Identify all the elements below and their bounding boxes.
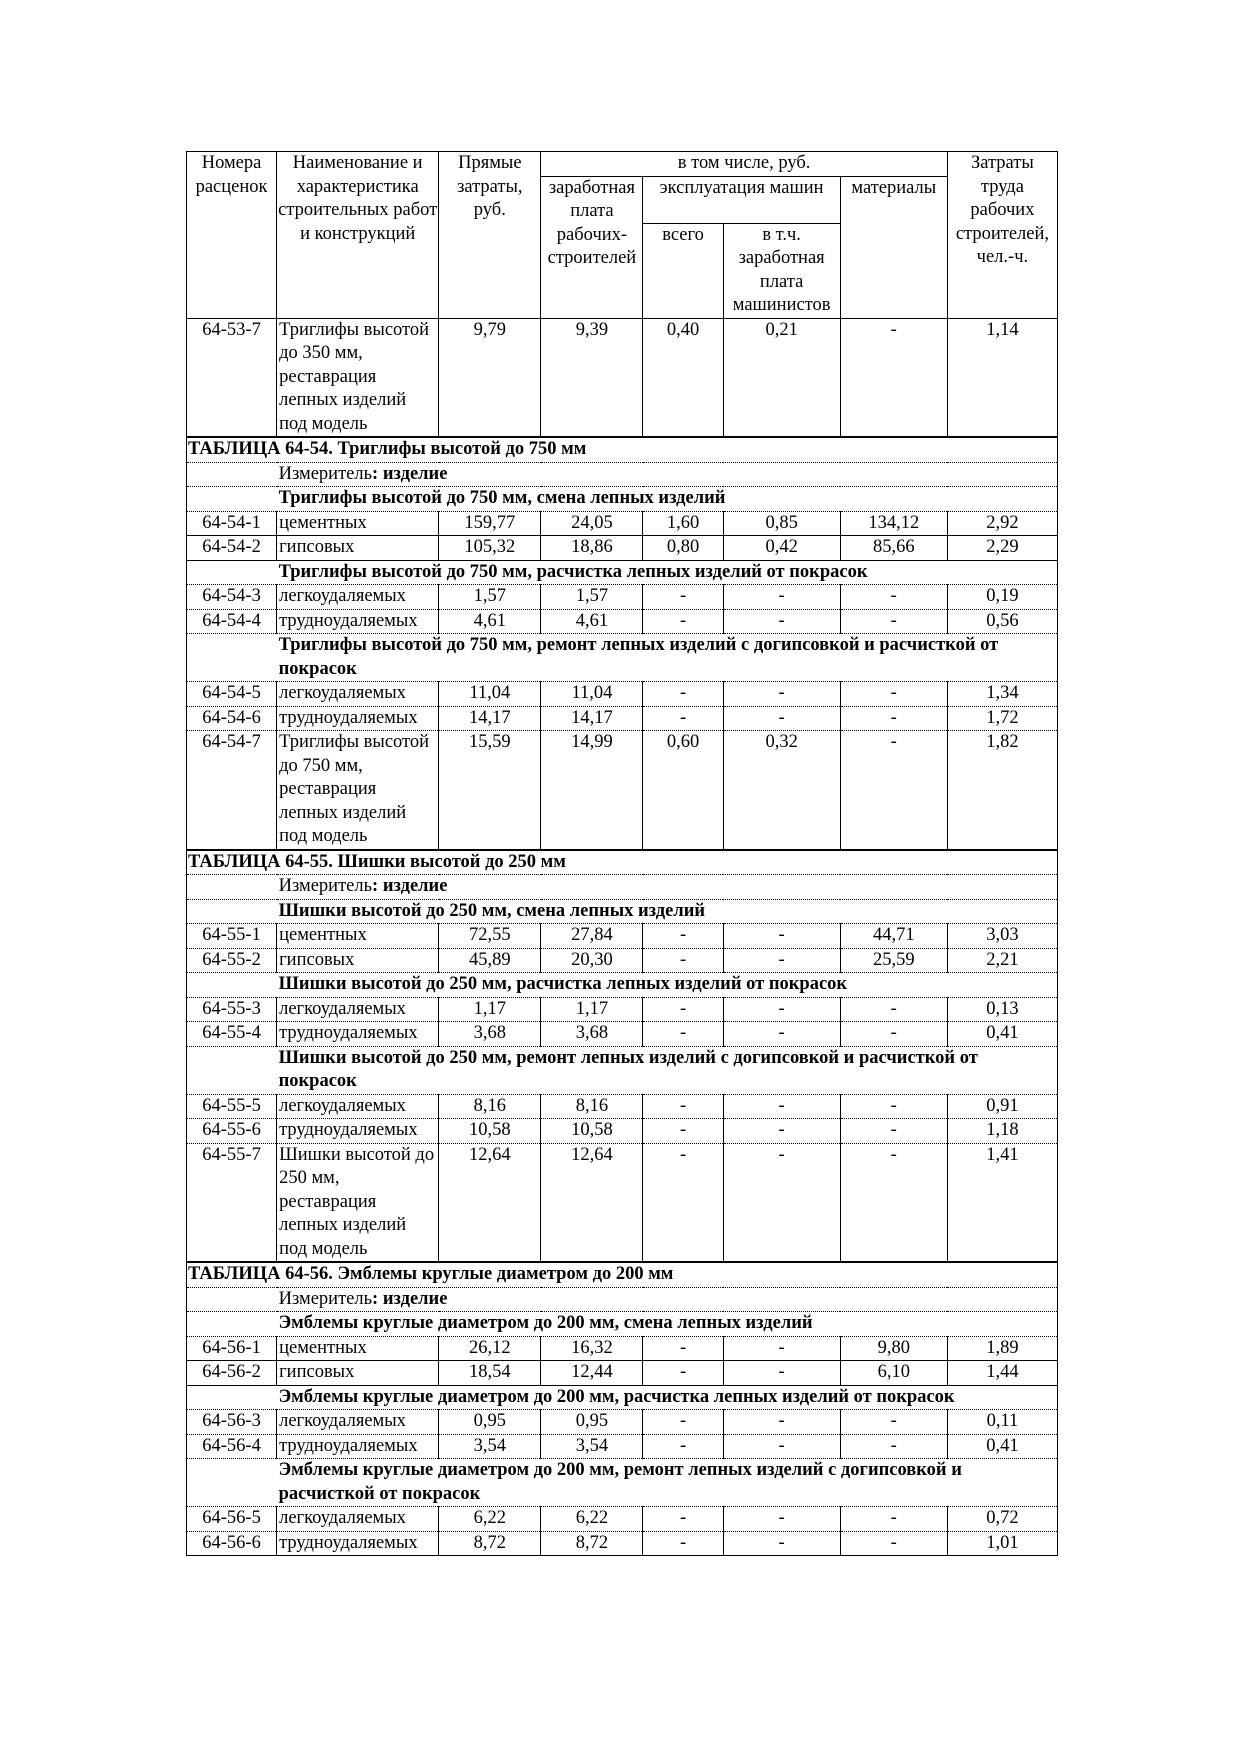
labor-costs: 2,92 — [947, 511, 1057, 536]
materials: - — [840, 1022, 947, 1047]
machines-wage: - — [723, 1336, 840, 1361]
rate-code: 64-54-2 — [187, 536, 277, 561]
wage: 10,58 — [541, 1119, 643, 1144]
materials: - — [840, 1434, 947, 1459]
table-row — [187, 1022, 1058, 1047]
labor-costs: 0,56 — [947, 609, 1057, 634]
wage: 16,32 — [541, 1336, 643, 1361]
materials: - — [840, 585, 947, 610]
work-name: легкоудаляемых — [277, 997, 439, 1022]
rate-code: 64-56-4 — [187, 1434, 277, 1459]
rate-code: 64-53-7 — [187, 318, 277, 437]
direct-costs: 0,95 — [439, 1410, 541, 1435]
machines-wage: - — [723, 1094, 840, 1119]
table-row — [187, 997, 1058, 1022]
empty-cell — [187, 973, 277, 998]
unit-of-measure-row — [187, 462, 1058, 487]
group-heading: Триглифы высотой до 750 мм, расчистка лепных изделий от покрасок — [277, 560, 1058, 585]
machines-total: 0,80 — [643, 536, 723, 561]
work-name: гипсовых — [277, 536, 439, 561]
work-name: цементных — [277, 511, 439, 536]
machines-total: 0,40 — [643, 318, 723, 437]
labor-costs: 1,34 — [947, 682, 1057, 707]
work-name: цементных — [277, 1336, 439, 1361]
direct-costs: 159,77 — [439, 511, 541, 536]
group-heading: Шишки высотой до 250 мм, расчистка лепных изделий от покрасок — [277, 973, 1058, 998]
labor-costs: 0,41 — [947, 1022, 1057, 1047]
rate-code: 64-55-1 — [187, 924, 277, 949]
group-heading: Эмблемы круглые диаметром до 200 мм, смена лепных изделий — [277, 1312, 1058, 1337]
table-row — [187, 585, 1058, 610]
labor-costs: 3,03 — [947, 924, 1057, 949]
empty-cell — [187, 1385, 277, 1410]
wage: 1,57 — [541, 585, 643, 610]
direct-costs: 1,57 — [439, 585, 541, 610]
table-row — [187, 948, 1058, 973]
direct-costs: 72,55 — [439, 924, 541, 949]
unit-value: : изделие — [372, 876, 448, 896]
table-row — [187, 731, 1058, 850]
rate-code: 64-54-5 — [187, 682, 277, 707]
empty-cell — [187, 1312, 277, 1337]
header-materials: материалы — [840, 176, 947, 318]
unit-label: Измеритель — [278, 463, 373, 484]
labor-costs: 1,82 — [947, 731, 1057, 850]
direct-costs: 9,79 — [439, 318, 541, 437]
wage: 18,86 — [541, 536, 643, 561]
rate-code: 64-54-1 — [187, 511, 277, 536]
machines-wage: - — [723, 706, 840, 731]
wage: 8,72 — [541, 1531, 643, 1556]
table-section-title — [187, 850, 1058, 875]
materials: - — [840, 1507, 947, 1532]
materials: 25,59 — [840, 948, 947, 973]
machines-wage: - — [723, 585, 840, 610]
direct-costs: 1,17 — [439, 997, 541, 1022]
wage: 1,17 — [541, 997, 643, 1022]
materials: - — [840, 1143, 947, 1262]
materials: - — [840, 1531, 947, 1556]
machines-total: - — [643, 706, 723, 731]
machines-wage: - — [723, 609, 840, 634]
empty-cell — [187, 634, 277, 682]
rate-code: 64-56-2 — [187, 1361, 277, 1386]
direct-costs: 11,04 — [439, 682, 541, 707]
direct-costs: 4,61 — [439, 609, 541, 634]
group-heading: Шишки высотой до 250 мм, ремонт лепных изделий с догипсовкой и расчисткой от покрасок — [277, 1046, 1058, 1094]
group-heading-row — [187, 1312, 1058, 1337]
work-name: легкоудаляемых — [277, 585, 439, 610]
machines-wage: - — [723, 1022, 840, 1047]
rate-code: 64-55-5 — [187, 1094, 277, 1119]
materials: - — [840, 1119, 947, 1144]
machines-total: - — [643, 609, 723, 634]
table-row — [187, 682, 1058, 707]
wage: 27,84 — [541, 924, 643, 949]
rate-code: 64-56-3 — [187, 1410, 277, 1435]
header-labor: Затраты труда рабочих строителей, чел.-ч. — [947, 152, 1057, 319]
machines-wage: - — [723, 948, 840, 973]
labor-costs: 0,91 — [947, 1094, 1057, 1119]
unit-label: Измеритель — [278, 876, 373, 896]
group-heading: Эмблемы круглые диаметром до 200 мм, расчистка лепных изделий от покрасок — [277, 1385, 1058, 1410]
section-title-text: ТАБЛИЦА 64-54. Триглифы высотой до 750 мм — [187, 437, 1058, 462]
machines-total: - — [643, 1119, 723, 1144]
section-title-text: ТАБЛИЦА 64-56. Эмблемы круглые диаметром до 200 мм — [187, 1262, 1058, 1287]
work-name: трудноудаляемых — [277, 1531, 439, 1556]
labor-costs: 0,13 — [947, 997, 1057, 1022]
table-header — [187, 152, 1058, 319]
group-heading-row — [187, 973, 1058, 998]
machines-wage: - — [723, 1361, 840, 1386]
group-heading: Триглифы высотой до 750 мм, смена лепных изделий — [277, 487, 1058, 512]
rate-code: 64-56-6 — [187, 1531, 277, 1556]
wage: 12,64 — [541, 1143, 643, 1262]
labor-costs: 0,11 — [947, 1410, 1057, 1435]
machines-total: - — [643, 1361, 723, 1386]
materials: 6,10 — [840, 1361, 947, 1386]
empty-cell — [187, 487, 277, 512]
direct-costs: 14,17 — [439, 706, 541, 731]
unit-of-measure — [277, 875, 1058, 900]
rate-code: 64-55-4 — [187, 1022, 277, 1047]
rates-table — [186, 151, 1058, 1556]
machines-wage: - — [723, 1119, 840, 1144]
work-name: Шишки высотой до 250 мм, реставрация лепных изделий под модель — [277, 1143, 439, 1262]
header-machines-wage: в т.ч. заработная плата машинистов — [723, 223, 840, 318]
direct-costs: 8,16 — [439, 1094, 541, 1119]
table-section-title — [187, 1262, 1058, 1287]
empty-cell — [187, 899, 277, 924]
table-row — [187, 924, 1058, 949]
table-row — [187, 536, 1058, 561]
materials: 134,12 — [840, 511, 947, 536]
wage: 4,61 — [541, 609, 643, 634]
work-name: гипсовых — [277, 1361, 439, 1386]
group-heading-row — [187, 1385, 1058, 1410]
materials: 44,71 — [840, 924, 947, 949]
table-row — [187, 706, 1058, 731]
direct-costs: 15,59 — [439, 731, 541, 850]
wage: 20,30 — [541, 948, 643, 973]
machines-total: - — [643, 924, 723, 949]
table-row — [187, 318, 1058, 437]
group-heading-row — [187, 560, 1058, 585]
rate-code: 64-55-7 — [187, 1143, 277, 1262]
group-heading: Триглифы высотой до 750 мм, ремонт лепных изделий с догипсовкой и расчисткой от покрасок — [277, 634, 1058, 682]
machines-total: - — [643, 1531, 723, 1556]
table-row — [187, 1361, 1058, 1386]
empty-cell — [187, 1459, 277, 1507]
machines-total: - — [643, 1336, 723, 1361]
labor-costs: 1,89 — [947, 1336, 1057, 1361]
machines-wage: 0,85 — [723, 511, 840, 536]
machines-total: 0,60 — [643, 731, 723, 850]
wage: 12,44 — [541, 1361, 643, 1386]
rate-code: 64-55-6 — [187, 1119, 277, 1144]
empty-cell — [187, 560, 277, 585]
machines-wage: - — [723, 997, 840, 1022]
wage: 14,17 — [541, 706, 643, 731]
table-body — [187, 318, 1058, 1556]
work-name: легкоудаляемых — [277, 1094, 439, 1119]
direct-costs: 18,54 — [439, 1361, 541, 1386]
machines-total: - — [643, 997, 723, 1022]
labor-costs: 1,72 — [947, 706, 1057, 731]
group-heading-row — [187, 899, 1058, 924]
machines-wage: - — [723, 1410, 840, 1435]
group-heading-row — [187, 1459, 1058, 1507]
machines-wage: 0,21 — [723, 318, 840, 437]
direct-costs: 8,72 — [439, 1531, 541, 1556]
table-row — [187, 1531, 1058, 1556]
labor-costs: 2,29 — [947, 536, 1057, 561]
header-wage: заработная плата рабочих-строителей — [541, 176, 643, 318]
table-row — [187, 1410, 1058, 1435]
group-heading-row — [187, 487, 1058, 512]
rate-code: 64-56-1 — [187, 1336, 277, 1361]
materials: - — [840, 318, 947, 437]
machines-total: - — [643, 1410, 723, 1435]
empty-cell — [187, 462, 277, 487]
work-name: гипсовых — [277, 948, 439, 973]
materials: - — [840, 1094, 947, 1119]
machines-total: - — [643, 682, 723, 707]
direct-costs: 45,89 — [439, 948, 541, 973]
group-heading: Шишки высотой до 250 мм, смена лепных изделий — [277, 899, 1058, 924]
machines-total: - — [643, 948, 723, 973]
header-code: Номера расценок — [187, 152, 277, 319]
labor-costs: 1,01 — [947, 1531, 1057, 1556]
machines-wage: - — [723, 1143, 840, 1262]
header-machines-total: всего — [643, 223, 723, 318]
table-row — [187, 511, 1058, 536]
wage: 8,16 — [541, 1094, 643, 1119]
header-machines: эксплуатация машин — [643, 176, 840, 223]
work-name: легкоудаляемых — [277, 682, 439, 707]
unit-value: : изделие — [372, 1288, 448, 1309]
direct-costs: 105,32 — [439, 536, 541, 561]
direct-costs: 26,12 — [439, 1336, 541, 1361]
machines-wage: - — [723, 682, 840, 707]
direct-costs: 12,64 — [439, 1143, 541, 1262]
unit-label: Измеритель — [278, 1288, 373, 1309]
table-section-title — [187, 437, 1058, 462]
empty-cell — [187, 875, 277, 900]
wage: 3,68 — [541, 1022, 643, 1047]
empty-cell — [187, 1046, 277, 1094]
labor-costs: 0,41 — [947, 1434, 1057, 1459]
work-name: Триглифы высотой до 750 мм, реставрация лепных изделий под модель — [277, 731, 439, 850]
machines-total: - — [643, 1022, 723, 1047]
wage: 11,04 — [541, 682, 643, 707]
machines-total: - — [643, 1143, 723, 1262]
header-including: в том числе, руб. — [541, 152, 947, 177]
unit-of-measure-row — [187, 875, 1058, 900]
labor-costs: 2,21 — [947, 948, 1057, 973]
machines-wage: - — [723, 1434, 840, 1459]
materials: - — [840, 706, 947, 731]
work-name: трудноудаляемых — [277, 706, 439, 731]
table-row — [187, 1507, 1058, 1532]
wage: 24,05 — [541, 511, 643, 536]
direct-costs: 3,68 — [439, 1022, 541, 1047]
materials: 85,66 — [840, 536, 947, 561]
work-name: трудноудаляемых — [277, 1022, 439, 1047]
machines-wage: - — [723, 924, 840, 949]
rate-code: 64-54-7 — [187, 731, 277, 850]
machines-wage: 0,32 — [723, 731, 840, 850]
work-name: трудноудаляемых — [277, 1434, 439, 1459]
materials: - — [840, 682, 947, 707]
materials: - — [840, 609, 947, 634]
header-direct-costs: Прямые затраты, руб. — [439, 152, 541, 319]
labor-costs: 1,18 — [947, 1119, 1057, 1144]
materials: - — [840, 1410, 947, 1435]
wage: 6,22 — [541, 1507, 643, 1532]
machines-total: - — [643, 1507, 723, 1532]
materials: - — [840, 731, 947, 850]
work-name: трудноудаляемых — [277, 609, 439, 634]
unit-of-measure — [277, 462, 1058, 487]
header-name: Наименование и характеристика строительных работ и конструкций — [277, 152, 439, 319]
machines-total: - — [643, 1094, 723, 1119]
rate-code: 64-54-6 — [187, 706, 277, 731]
direct-costs: 10,58 — [439, 1119, 541, 1144]
rate-code: 64-56-5 — [187, 1507, 277, 1532]
direct-costs: 3,54 — [439, 1434, 541, 1459]
work-name: Триглифы высотой до 350 мм, реставрация лепных изделий под модель — [277, 318, 439, 437]
direct-costs: 6,22 — [439, 1507, 541, 1532]
labor-costs: 0,72 — [947, 1507, 1057, 1532]
section-title-text: ТАБЛИЦА 64-55. Шишки высотой до 250 мм — [187, 850, 1058, 875]
work-name: трудноудаляемых — [277, 1119, 439, 1144]
table-row — [187, 1143, 1058, 1262]
work-name: легкоудаляемых — [277, 1410, 439, 1435]
machines-total: - — [643, 1434, 723, 1459]
machines-total: - — [643, 585, 723, 610]
labor-costs: 1,41 — [947, 1143, 1057, 1262]
wage: 14,99 — [541, 731, 643, 850]
unit-of-measure-row — [187, 1287, 1058, 1312]
machines-wage: - — [723, 1531, 840, 1556]
materials: - — [840, 997, 947, 1022]
table-row — [187, 1119, 1058, 1144]
rate-code: 64-54-3 — [187, 585, 277, 610]
group-heading-row — [187, 634, 1058, 682]
labor-costs: 0,19 — [947, 585, 1057, 610]
labor-costs: 1,44 — [947, 1361, 1057, 1386]
work-name: цементных — [277, 924, 439, 949]
rate-code: 64-55-2 — [187, 948, 277, 973]
machines-total: 1,60 — [643, 511, 723, 536]
group-heading-row — [187, 1046, 1058, 1094]
group-heading: Эмблемы круглые диаметром до 200 мм, ремонт лепных изделий с догипсовкой и расчисткой от покрасок — [277, 1459, 1058, 1507]
wage: 3,54 — [541, 1434, 643, 1459]
table-row — [187, 609, 1058, 634]
materials: 9,80 — [840, 1336, 947, 1361]
table-row — [187, 1094, 1058, 1119]
unit-value: : изделие — [372, 463, 448, 484]
table-row — [187, 1336, 1058, 1361]
wage: 9,39 — [541, 318, 643, 437]
empty-cell — [187, 1287, 277, 1312]
rate-code: 64-55-3 — [187, 997, 277, 1022]
labor-costs: 1,14 — [947, 318, 1057, 437]
wage: 0,95 — [541, 1410, 643, 1435]
machines-wage: - — [723, 1507, 840, 1532]
work-name: легкоудаляемых — [277, 1507, 439, 1532]
machines-wage: 0,42 — [723, 536, 840, 561]
rate-code: 64-54-4 — [187, 609, 277, 634]
table-row — [187, 1434, 1058, 1459]
unit-of-measure — [277, 1287, 1058, 1312]
